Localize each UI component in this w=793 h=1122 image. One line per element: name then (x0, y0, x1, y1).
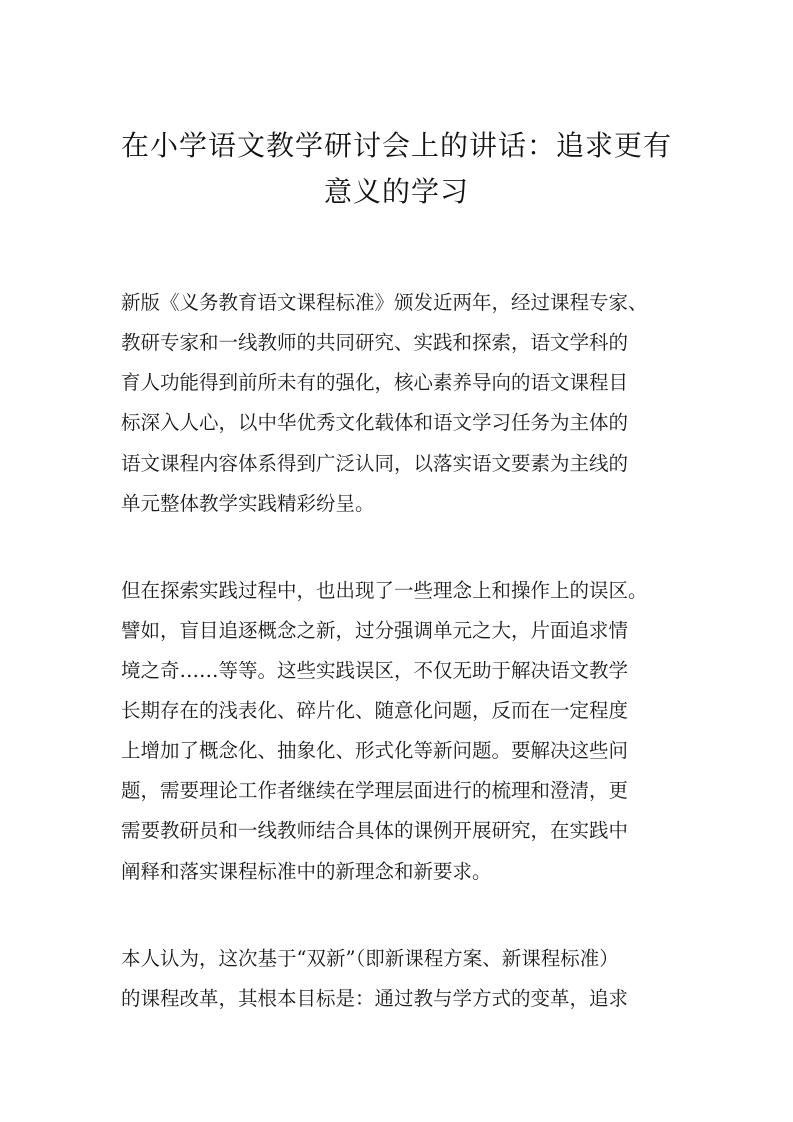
paragraph-2-line-1: 但在探索实践过程中，也出现了一些理念上和操作上的误区。 (121, 579, 648, 602)
paragraph-1-line-2: 教研专家和一线教师的共同研究、实践和探索，语文学科的 (121, 331, 629, 354)
paragraph-2-line-6: 题，需要理论工作者继续在学理层面进行的梳理和澄清，更 (121, 779, 629, 802)
document-title-line-1: 在小学语文教学研讨会上的讲话：追求更有 (120, 129, 672, 162)
paragraph-1-line-5: 语文课程内容体系得到广泛认同，以落实语文要素为主线的 (121, 452, 629, 475)
paragraph-3-line-1: 本人认为，这次基于“双新”（即新课程方案、新课程标准） (121, 947, 619, 970)
paragraph-2-line-4: 长期存在的浅表化、碎片化、随意化问题，反而在一定程度 (121, 699, 629, 722)
paragraph-1-line-6: 单元整体教学实践精彩纷呈。 (121, 492, 375, 515)
document-title-line-2: 意义的学习 (323, 175, 469, 208)
paragraph-2-line-5: 上增加了概念化、抽象化、形式化等新问题。要解决这些问 (121, 739, 629, 762)
paragraph-2-line-3: 境之奇……等等。这些实践误区，不仅无助于解决语文教学 (121, 659, 629, 682)
paragraph-1-line-4: 标深入人心，以中华优秀文化载体和语文学习任务为主体的 (121, 411, 629, 434)
paragraph-2-line-2: 譬如，盲目追逐概念之新，过分强调单元之大，片面追求情 (121, 619, 629, 642)
paragraph-3-line-2: 的课程改革，其根本目标是：通过教与学方式的变革，追求 (121, 987, 629, 1010)
paragraph-2-line-7: 需要教研员和一线教师结合具体的课例开展研究，在实践中 (121, 819, 629, 842)
paragraph-1-line-1: 新版《义务教育语文课程标准》颁发近两年，经过课程专家、 (121, 291, 648, 314)
paragraph-1-line-3: 育人功能得到前所未有的强化，核心素养导向的语文课程目 (121, 371, 629, 394)
paragraph-2-line-8: 阐释和落实课程标准中的新理念和新要求。 (121, 860, 492, 883)
